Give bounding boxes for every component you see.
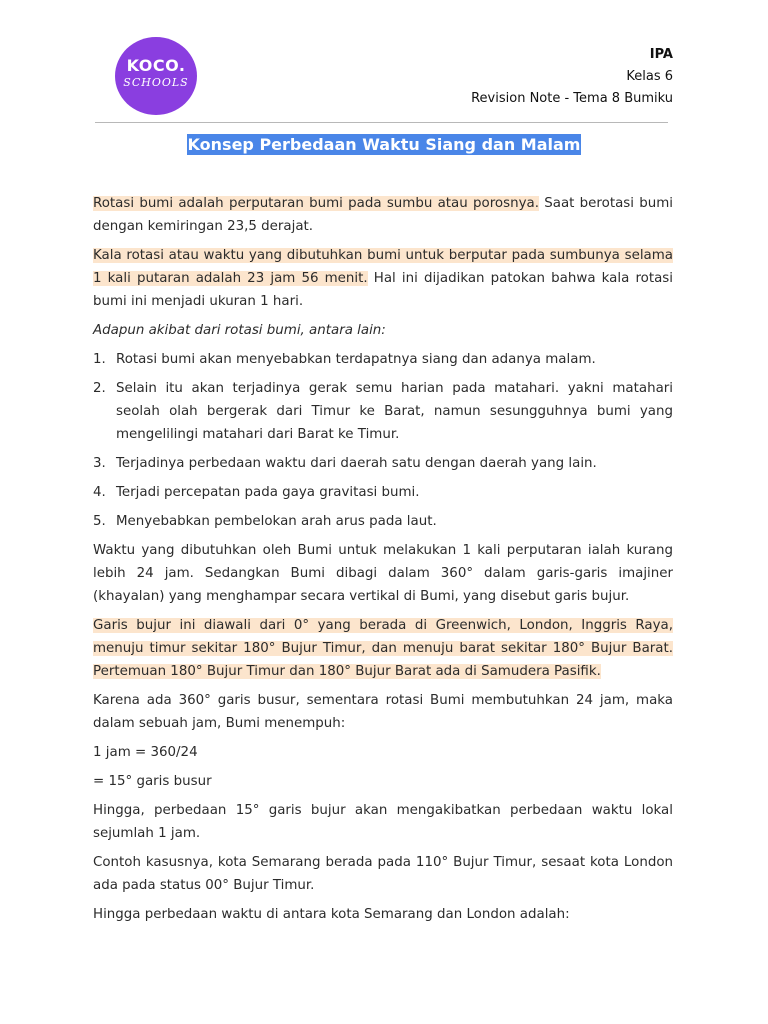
page-title: Konsep Perbedaan Waktu Siang dan Malam — [187, 135, 581, 154]
header-divider — [95, 122, 668, 123]
highlighted-text: Kala rotasi atau waktu yang dibutuhkan bumi untuk berputar pada sumbunya selama 1 kali putaran adalah 23 jam 56 menit. — [93, 248, 673, 286]
header-note: Revision Note - Tema 8 Bumiku — [471, 91, 673, 106]
list-item-number: 4. — [93, 485, 106, 500]
header-grade: Kelas 6 — [626, 69, 673, 84]
paragraph-contoh-kasus: Contoh kasusnya, kota Semarang berada pada 110° Bujur Timur, sesaat kota London ada pada status 00° Bujur Timur. — [93, 855, 673, 893]
list-item-number: 1. — [93, 352, 106, 367]
paragraph-rotasi-definition — [93, 192, 673, 238]
list-item-text: Selain itu akan terjadinya gerak semu harian pada matahari. yakni matahari seolah olah bergerak dari Timur ke Barat, namun sesungguhnya bumi yang mengelilingi matahari dari Barat ke Timur. — [116, 381, 673, 442]
document-body — [93, 192, 673, 932]
paragraph-text: Saat berotasi bumi dengan kemiringan 23,5 derajat. — [93, 196, 674, 234]
paragraph-text: Hal ini dijadikan patokan bahwa kala rotasi bumi ini menjadi ukuran 1 hari. — [93, 271, 673, 309]
logo-sub-text: SCHOOLS — [123, 76, 189, 89]
list-item-text: Terjadi percepatan pada gaya gravitasi bumi. — [116, 485, 420, 500]
list-item-text: Rotasi bumi akan menyebabkan terdapatnya siang dan adanya malam. — [116, 352, 596, 367]
list-item-number: 2. — [93, 381, 106, 396]
list-item — [93, 348, 673, 371]
formula-result: = 15° garis busur — [93, 774, 212, 789]
highlighted-text: Rotasi bumi adalah perputaran bumi pada sumbu atau porosnya. — [93, 196, 539, 211]
list-item-text: Menyebabkan pembelokan arah arus pada laut. — [116, 514, 437, 529]
paragraph-perbedaan-waktu: Hingga, perbedaan 15° garis bujur akan mengakibatkan perbedaan waktu lokal sejumlah 1 jam. — [93, 803, 673, 841]
title-container — [0, 134, 768, 155]
paragraph-garis-busur: Karena ada 360° garis busur, sementara rotasi Bumi membutuhkan 24 jam, maka dalam sebuah jam, Bumi menempuh: — [93, 693, 673, 731]
formula-line: 1 jam = 360/24 — [93, 745, 198, 760]
logo-brand-text: KOCO. — [126, 56, 186, 75]
highlighted-text: Garis bujur ini diawali dari 0° yang berada di Greenwich, London, Inggris Raya, menuju timur sekitar 180° Bujur Timur, dan menuju barat sekitar 180° Bujur Barat. Pertemuan 180° Bujur Timur dan 180° Bujur Barat ada di Samudera Pasifik. — [93, 618, 673, 679]
akibat-rotasi-list — [93, 348, 673, 533]
paragraph-garis-bujur — [93, 614, 673, 683]
list-item — [93, 377, 673, 446]
paragraph-kesimpulan: Hingga perbedaan waktu di antara kota Semarang dan London adalah: — [93, 907, 570, 922]
paragraph-waktu-rotasi: Waktu yang dibutuhkan oleh Bumi untuk melakukan 1 kali perputaran ialah kurang lebih 24 jam. Sedangkan Bumi dibagi dalam 360° dalam garis-garis imajiner (khayalan) yang menghampar secara vertikal di Bumi, yang disebut garis bujur. — [93, 543, 673, 604]
paragraph-akibat-intro: Adapun akibat dari rotasi bumi, antara lain: — [93, 323, 386, 338]
koco-schools-logo — [115, 37, 197, 115]
list-item-number: 3. — [93, 456, 106, 471]
list-item — [93, 510, 673, 533]
list-item-number: 5. — [93, 514, 106, 529]
paragraph-kala-rotasi — [93, 244, 673, 313]
list-item — [93, 481, 673, 504]
document-header — [471, 44, 673, 110]
header-subject: IPA — [649, 47, 673, 62]
list-item-text: Terjadinya perbedaan waktu dari daerah satu dengan daerah yang lain. — [116, 456, 597, 471]
list-item — [93, 452, 673, 475]
